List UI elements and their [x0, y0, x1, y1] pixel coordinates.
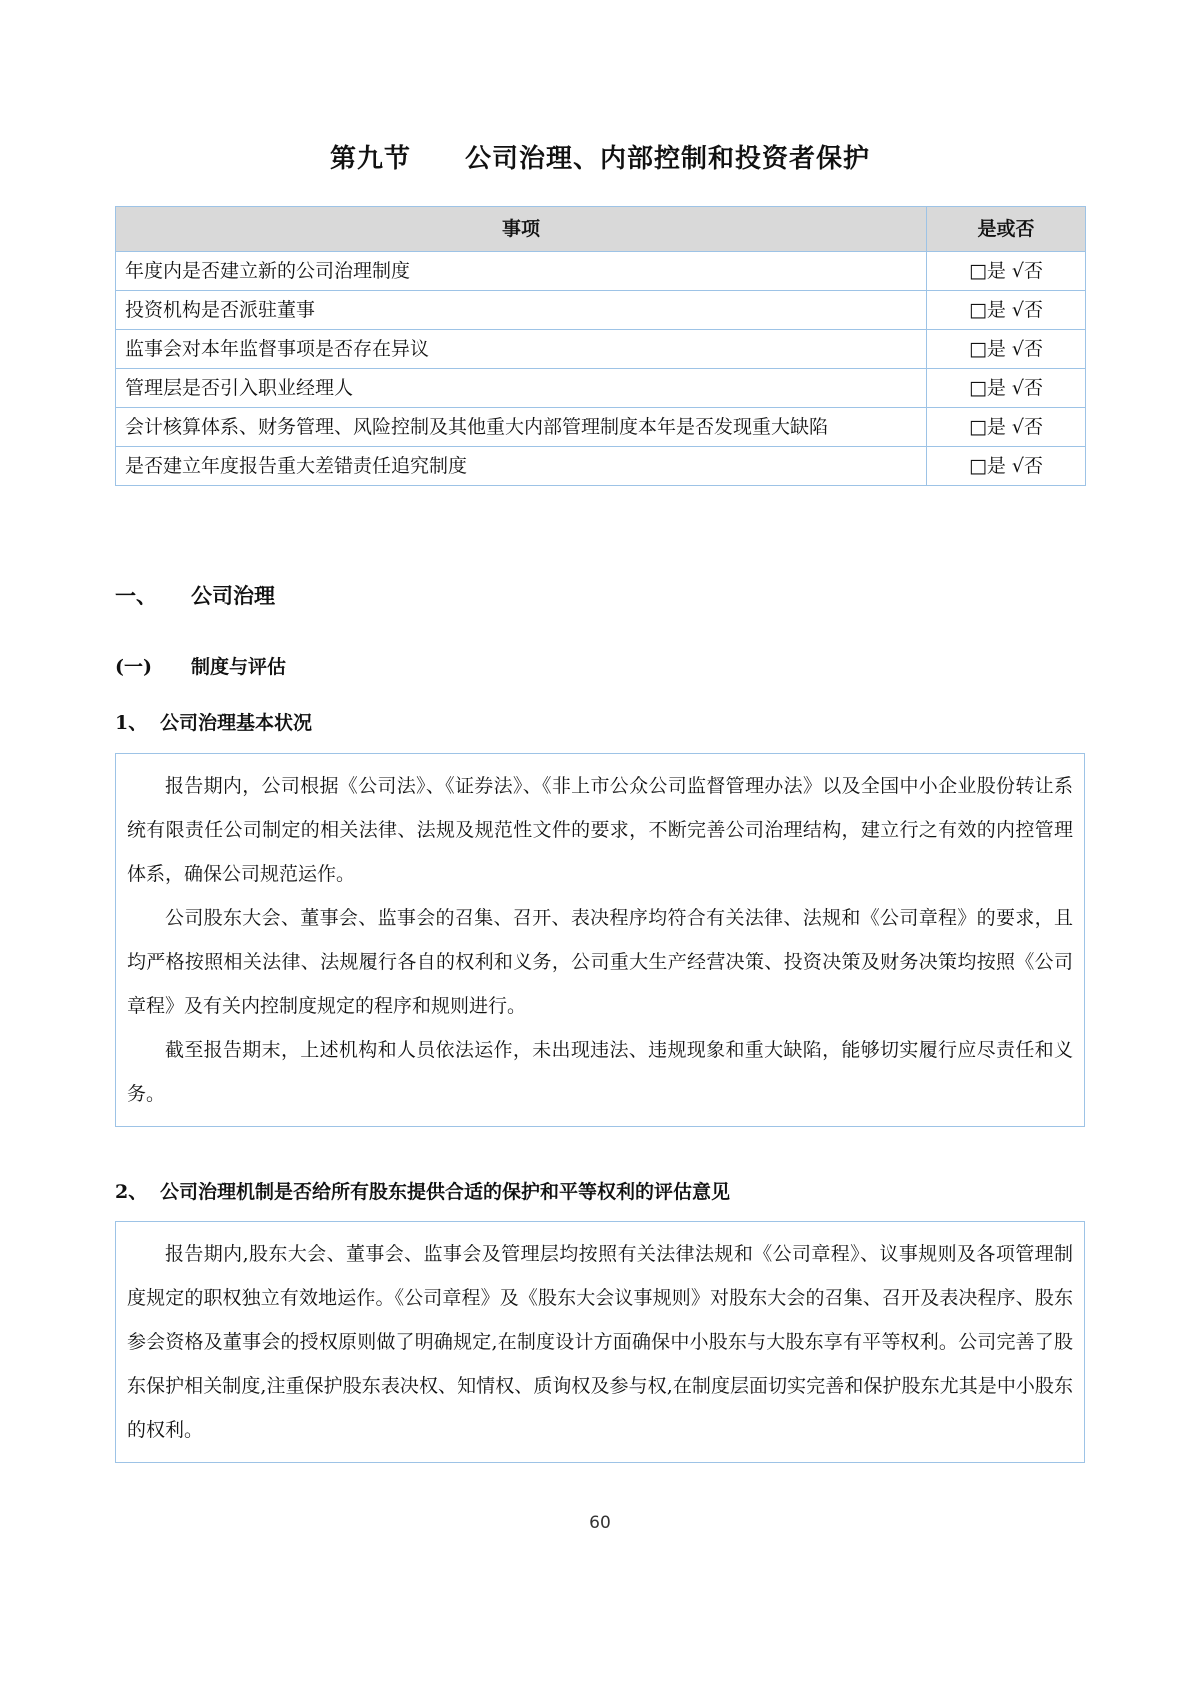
subsection-heading-system-and-evaluation — [115, 654, 1085, 680]
table-header-row — [116, 207, 1086, 252]
answer-cell: □是 √否 — [927, 330, 1086, 369]
table-row — [116, 330, 1086, 369]
governance-checklist-table — [115, 206, 1086, 486]
answer-cell: □是 √否 — [927, 408, 1086, 447]
answer-cell: □是 √否 — [927, 447, 1086, 486]
item-cell: 监事会对本年监督事项是否存在异议 — [116, 330, 927, 369]
item-cell: 是否建立年度报告重大差错责任追究制度 — [116, 447, 927, 486]
answer-cell: □是 √否 — [927, 291, 1086, 330]
answer-cell: □是 √否 — [927, 369, 1086, 408]
section-heading-corporate-governance — [115, 582, 1085, 610]
section-number: 一、 — [115, 583, 157, 608]
clause-heading-shareholder-protection — [115, 1179, 1085, 1205]
paragraph: 报告期内，公司根据《公司法》、《证券法》、《非上市公众公司监督管理办法》以及全国中小企业股份转让系统有限责任公司制定的相关法律、法规及规范性文件的要求，不断完善公司治理结构，建立行之有效的内控管理体系，确保公司规范运作。 — [127, 775, 1073, 885]
table-header-answer: 是或否 — [927, 207, 1086, 252]
section-title: 公司治理 — [191, 583, 275, 608]
shareholder-protection-text-box — [115, 1221, 1085, 1463]
paragraph: 报告期内,股东大会、董事会、监事会及管理层均按照有关法律法规和《公司章程》、议事规则及各项管理制度规定的职权独立有效地运作。《公司章程》及《股东大会议事规则》对股东大会的召集、召开及表决程序、股东参会资格及董事会的授权原则做了明确规定,在制度设计方面确保中小股东与大股东享有平等权利。公司完善了股东保护相关制度,注重保护股东表决权、知情权、质询权及参与权,在制度层面切实完善和保护股东尤其是中小股东的权利。 — [127, 1243, 1073, 1441]
table-row — [116, 252, 1086, 291]
subsection-title: 制度与评估 — [191, 656, 287, 678]
item-cell: 管理层是否引入职业经理人 — [116, 369, 927, 408]
paragraph: 公司股东大会、董事会、监事会的召集、召开、表决程序均符合有关法律、法规和《公司章程》的要求，且均严格按照相关法律、法规履行各自的权利和义务，公司重大生产经营决策、投资决策及财务决策均按照《公司章程》及有关内控制度规定的程序和规则进行。 — [127, 907, 1073, 1017]
answer-cell: □是 √否 — [927, 252, 1086, 291]
item-cell: 投资机构是否派驻董事 — [116, 291, 927, 330]
table-row — [116, 369, 1086, 408]
item-cell: 年度内是否建立新的公司治理制度 — [116, 252, 927, 291]
page-number: 60 — [589, 1513, 611, 1533]
clause-number: 2、 — [115, 1181, 148, 1203]
item-cell: 会计核算体系、财务管理、风险控制及其他重大内部管理制度本年是否发现重大缺陷 — [116, 408, 927, 447]
clause-number: 1、 — [115, 712, 148, 734]
table-row — [116, 408, 1086, 447]
governance-status-text-box — [115, 753, 1085, 1127]
table-header-item: 事项 — [116, 207, 927, 252]
table-row — [116, 291, 1086, 330]
subsection-number: (一) — [115, 656, 152, 678]
clause-title: 公司治理机制是否给所有股东提供合适的保护和平等权利的评估意见 — [160, 1181, 731, 1203]
paragraph: 截至报告期末，上述机构和人员依法运作，未出现违法、违规现象和重大缺陷，能够切实履行应尽责任和义务。 — [127, 1039, 1073, 1105]
clause-title: 公司治理基本状况 — [160, 712, 313, 734]
page-title: 第九节 公司治理、内部控制和投资者保护 — [329, 144, 870, 174]
table-row — [116, 447, 1086, 486]
clause-heading-governance-status — [115, 710, 1085, 736]
